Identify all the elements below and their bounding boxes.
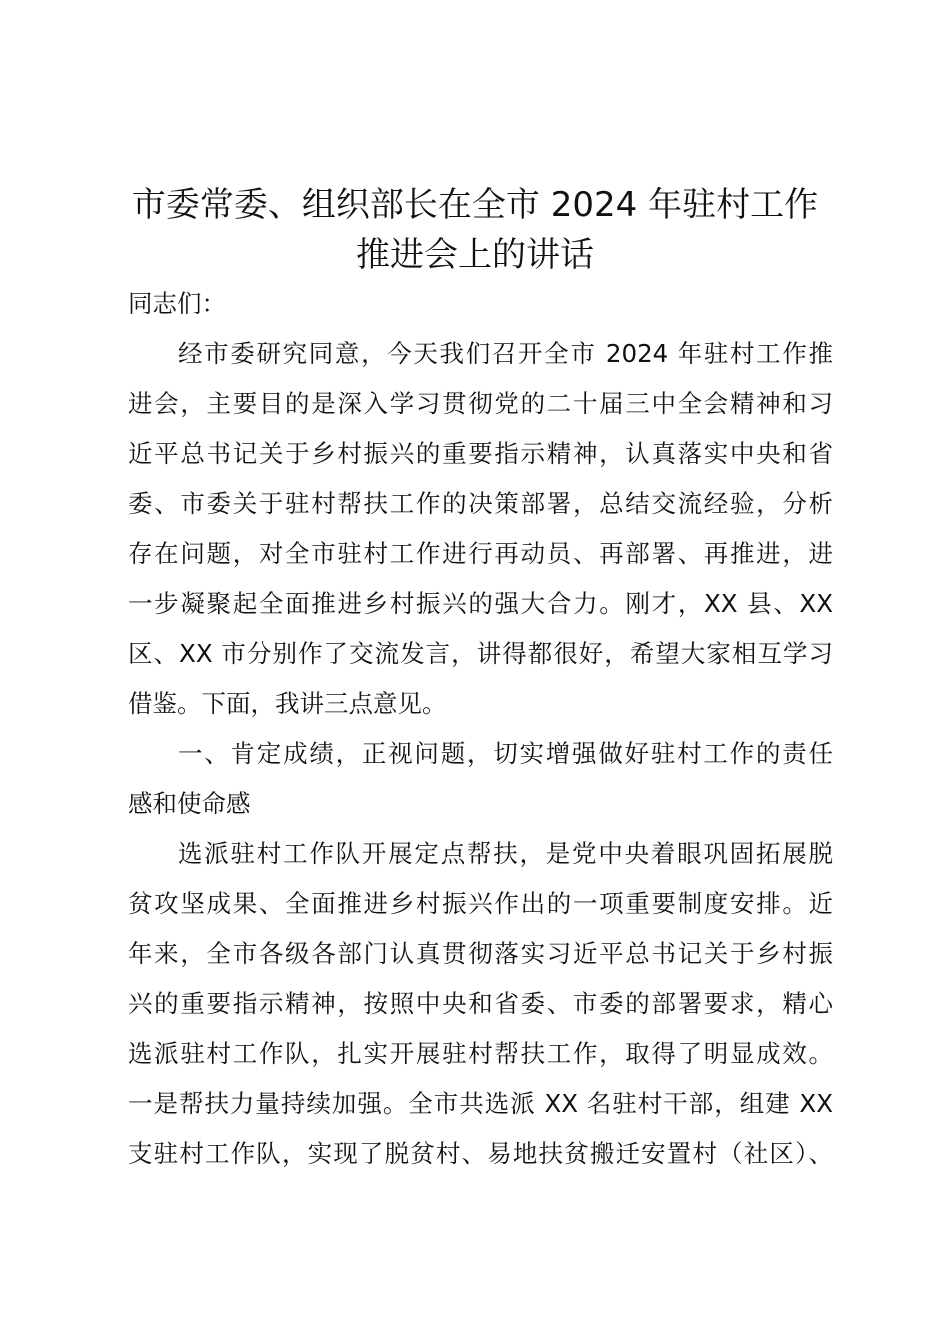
section-heading-line: 感和使命感 — [128, 789, 251, 818]
paragraph-line: 兴的重要指示精神，按照中央和省委、市委的部署要求，精心 — [128, 989, 833, 1018]
paragraph-line: 借鉴。下面，我讲三点意见。 — [128, 689, 447, 718]
paragraph-line: 一是帮扶力量持续加强。全市共选派 XX 名驻村干部，组建 XX — [128, 1089, 833, 1118]
document-title-line-1: 市委常委、组织部长在全市 2024 年驻村工作 — [131, 185, 819, 225]
paragraph-line: 区、XX 市分别作了交流发言，讲得都很好，希望大家相互学习 — [128, 639, 833, 668]
paragraph-line: 近平总书记关于乡村振兴的重要指示精神，认真落实中央和省 — [128, 439, 833, 468]
paragraph-line: 支驻村工作队，实现了脱贫村、易地扶贫搬迁安置村（社区）、 — [128, 1139, 833, 1168]
section-heading-line: 一、肯定成绩，正视问题，切实增强做好驻村工作的责任 — [178, 739, 833, 768]
paragraph-line: 选派驻村工作队，扎实开展驻村帮扶工作，取得了明显成效。 — [128, 1039, 833, 1068]
paragraph-line: 贫攻坚成果、全面推进乡村振兴作出的一项重要制度安排。近 — [128, 889, 833, 918]
paragraph-line: 委、市委关于驻村帮扶工作的决策部署，总结交流经验，分析 — [128, 489, 833, 518]
paragraph-line: 年来，全市各级各部门认真贯彻落实习近平总书记关于乡村振 — [128, 939, 833, 968]
paragraph-line: 进会，主要目的是深入学习贯彻党的二十届三中全会精神和习 — [128, 389, 833, 418]
salutation: 同志们： — [128, 289, 226, 318]
paragraph-line: 选派驻村工作队开展定点帮扶，是党中央着眼巩固拓展脱 — [178, 839, 833, 868]
paragraph-line: 经市委研究同意，今天我们召开全市 2024 年驻村工作推 — [178, 339, 833, 368]
paragraph-line: 一步凝聚起全面推进乡村振兴的强大合力。刚才，XX 县、XX — [128, 589, 833, 618]
document-title-line-2: 推进会上的讲话 — [356, 235, 594, 275]
paragraph-line: 存在问题，对全市驻村工作进行再动员、再部署、再推进，进 — [128, 539, 833, 568]
